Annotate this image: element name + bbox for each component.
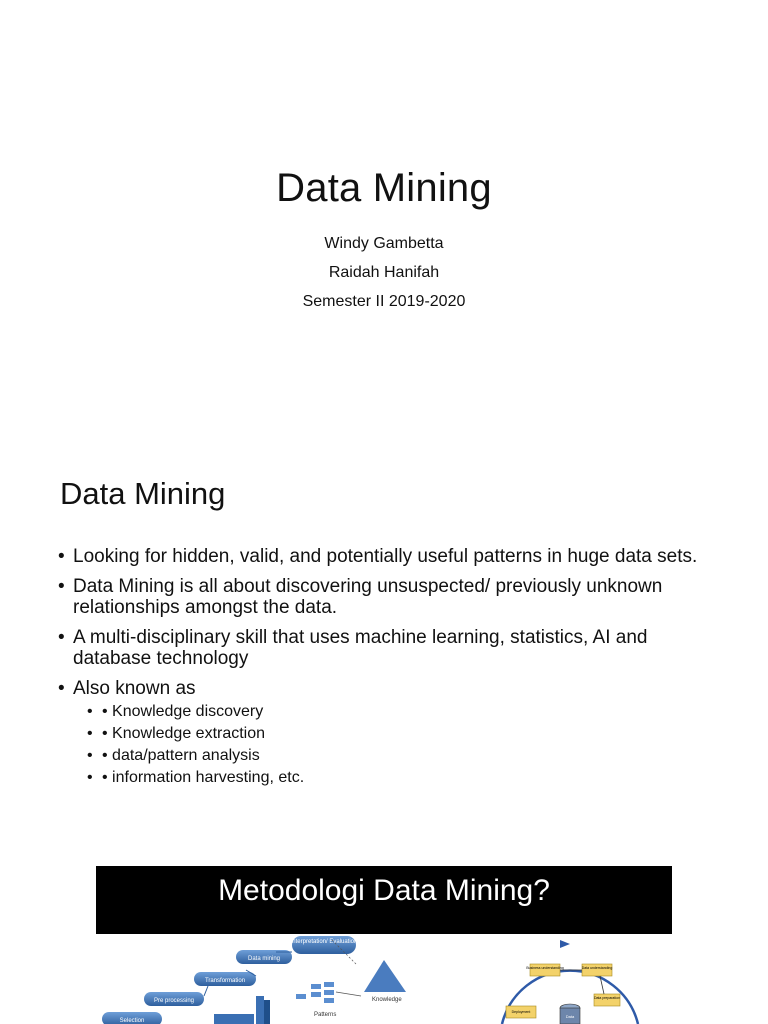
bullet-item: • Data Mining is all about discovering unsuspected/ previously unknown relationships amongst the data.	[58, 576, 718, 618]
author-1: Windy Gambetta	[324, 235, 444, 252]
kdd-data-block	[256, 996, 264, 1024]
bullet-text: Also known as	[73, 678, 196, 699]
slide-subtitle-block	[0, 229, 768, 316]
kdd-step-label: Interpretation/ Evaluation	[290, 939, 358, 945]
sub-bullet-item: • • Knowledge discovery	[87, 701, 718, 723]
kdd-step-label: Data mining	[247, 956, 281, 962]
semester-label: Semester II 2019-2020	[302, 293, 466, 310]
crisp-box-label: Business understanding	[526, 966, 564, 970]
sub-bullet-text: Knowledge extraction	[112, 725, 266, 742]
crisp-box-label: Data preparation	[593, 996, 621, 1000]
method-title-bar	[96, 866, 672, 934]
bullet-list	[58, 546, 718, 798]
crisp-box-label: Data understanding	[581, 966, 613, 970]
kdd-pattern-grid	[296, 982, 334, 1003]
sub-bullet-item: • • data/pattern analysis	[87, 745, 718, 767]
kdd-step-label: Selection	[119, 1018, 145, 1024]
bullet-item: • Looking for hidden, valid, and potentially useful patterns in huge data sets.	[58, 546, 718, 567]
kdd-data-block	[264, 1000, 270, 1024]
sub-bullet-text: data/pattern analysis	[112, 747, 260, 764]
kdd-patterns-label: Patterns	[314, 1012, 337, 1018]
method-title: Metodologi Data Mining?	[218, 874, 550, 907]
sub-bullet-text: Knowledge discovery	[112, 703, 264, 720]
crisp-arrow-head	[560, 940, 570, 948]
section-title: Data Mining	[60, 476, 226, 511]
bullet-item: • A multi-disciplinary skill that uses machine learning, statistics, AI and database technology	[58, 627, 718, 669]
crisp-box-label: Deployment	[511, 1010, 531, 1014]
sub-bullet-item: • • information harvesting, etc.	[87, 767, 718, 789]
author-2: Raidah Hanifah	[328, 264, 440, 281]
kdd-step-label: Transformation	[204, 978, 246, 984]
bullet-item-also-known	[58, 678, 718, 789]
kdd-connector	[336, 992, 361, 996]
crisp-data-label: Data	[565, 1014, 575, 1019]
sub-bullet-text: information harvesting, etc.	[112, 769, 305, 786]
sub-bullet-list	[73, 701, 718, 789]
kdd-knowledge-label: Knowledge	[372, 997, 402, 1003]
sub-bullet-item: • • Knowledge extraction	[87, 723, 718, 745]
kdd-step-label: Pre processing	[153, 998, 195, 1004]
crisp-dm-diagram	[488, 936, 652, 1024]
slide-title: Data Mining	[276, 166, 492, 210]
kdd-process-diagram	[96, 936, 426, 1024]
kdd-data-block	[214, 1014, 254, 1024]
method-slide	[96, 866, 672, 1024]
knowledge-triangle	[364, 960, 406, 992]
title-slide	[0, 0, 768, 440]
